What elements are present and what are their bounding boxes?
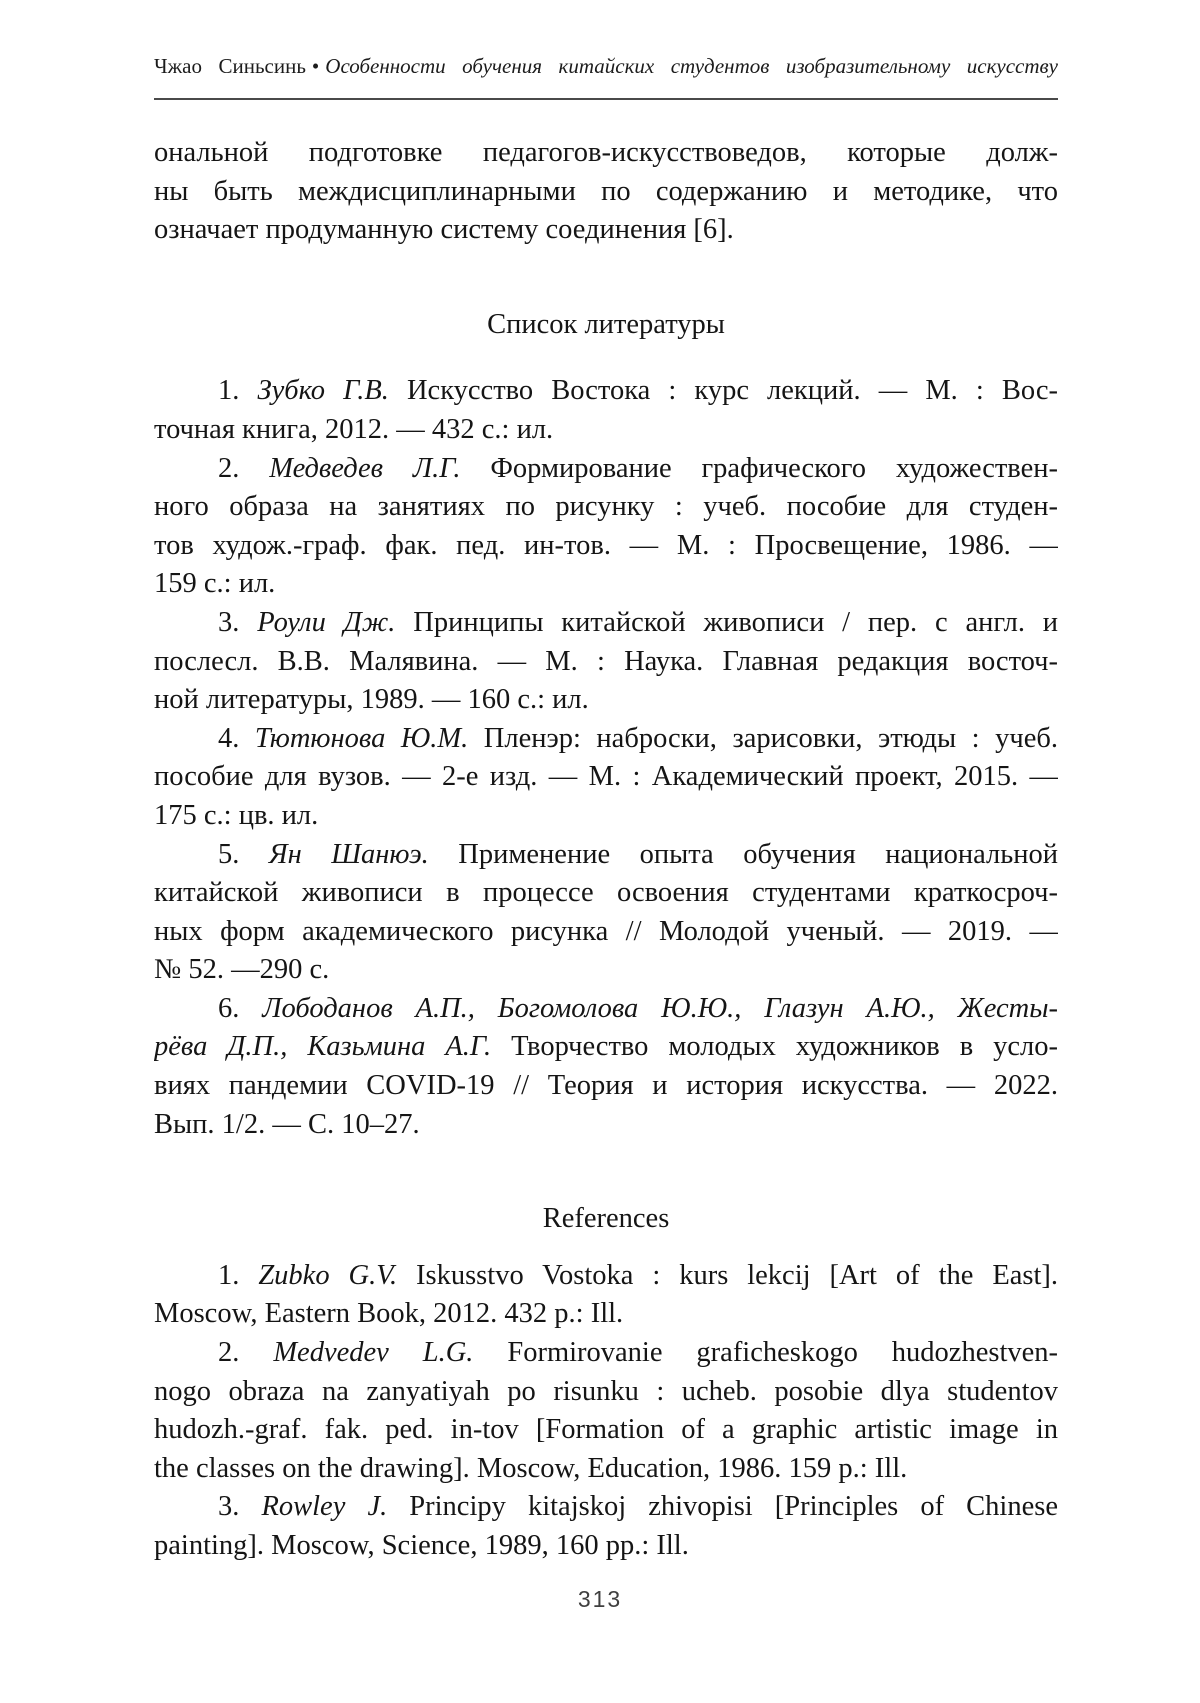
reference-text: тов худож.-граф. фак. пед. ин-тов. — М. : Просвещение, 1986. — [154,529,1058,561]
reference-line [154,1334,1058,1373]
running-header-author: Чжао Синьсинь [154,54,306,78]
reference-line [154,1488,1058,1527]
reference-line [154,720,1058,759]
reference-text: Principy kitajskoj zhivopisi [Principles of Chinese [387,1491,1058,1523]
reference-line [154,1527,1058,1566]
reference-author: Zubko G.V. [258,1259,398,1291]
reference-text: Formirovanie graficheskogo hudozhestven- [473,1337,1058,1369]
reference-text: 2. [218,452,270,484]
reference-author: Зубко Г.В. [257,375,389,407]
reference-text: 6. [218,992,263,1024]
paragraph-line: ональной подготовке педагогов-искусствоведов, которые долж- [154,137,1058,168]
reference-author: Medvedev L.G. [273,1337,474,1369]
reference-text: ного образа на занятиях по рисунку : учеб. пособие для студен- [154,491,1058,523]
reference-text: ной литературы, 1989. — 160 с.: ил. [154,684,589,716]
reference-item [154,836,1058,990]
reference-line [154,604,1058,643]
reference-line [154,565,1058,604]
reference-author: рёва Д.П., Казьмина А.Г. [154,1031,492,1063]
reference-author: Rowley J. [261,1491,388,1523]
paragraph-line: означает продуманную систему соединения [6]. [154,214,734,246]
reference-text: 2. [218,1337,274,1369]
header-rule [154,98,1058,100]
reference-line [154,1067,1058,1106]
reference-author: Роули Дж. [257,606,396,638]
text-block [154,0,1058,1566]
reference-text: Iskusstvo Vostoka : kurs lekcij [Art of the East]. [397,1259,1058,1291]
reference-line [154,488,1058,527]
body-paragraph [154,134,1058,250]
reference-text: Искусство Востока : курс лекций. — М. : Вос- [388,375,1058,407]
reference-text: виях пандемии COVID-19 // Теория и история искусства. — 2022. [154,1070,1058,1102]
reference-item [154,1488,1058,1565]
reference-item [154,1257,1058,1334]
reference-text: hudozh.-graf. fak. ped. in-tov [Formation of a graphic artistic image in [154,1414,1058,1446]
reference-text: ных форм академического рисунка // Молодой ученый. — 2019. — [154,915,1058,947]
paragraph-line: ны быть междисциплинарными по содержанию и методике, что [154,175,1058,207]
reference-text: Творчество молодых художников в усло- [491,1031,1058,1063]
reference-line [154,951,1058,990]
reference-line [154,450,1058,489]
references-list [154,1257,1058,1566]
reference-line [154,372,1058,411]
reference-line [154,758,1058,797]
reference-line [154,527,1058,566]
reference-line [154,797,1058,836]
reference-line [154,1257,1058,1296]
reference-line [154,681,1058,720]
running-header-separator: • [311,54,320,78]
reference-text: painting]. Moscow, Science, 1989, 160 pp.: Ill. [154,1530,689,1561]
reference-text: 175 с.: цв. ил. [154,799,319,831]
reference-line [154,836,1058,875]
reference-author: Ян Шанюэ. [268,838,429,870]
reference-author: Медведев Л.Г. [269,452,461,484]
reference-text: 4. [218,722,255,754]
reference-line [154,643,1058,682]
bibliography-list [154,372,1058,1144]
reference-line [154,1028,1058,1067]
reference-text: Пленэр: наброски, зарисовки, этюды : учеб. [468,722,1058,754]
reference-text: Вып. 1/2. — С. 10–27. [154,1108,420,1140]
reference-text: 159 с.: ил. [154,568,276,600]
reference-text: Moscow, Eastern Book, 2012. 432 p.: Ill. [154,1298,624,1330]
reference-item [154,990,1058,1144]
reference-text: Формирование графического художествен- [460,452,1058,484]
reference-text: the classes on the drawing]. Moscow, Education, 1986. 159 p.: Ill. [154,1452,908,1484]
reference-item [154,604,1058,720]
reference-text: Принципы китайской живописи / пер. с англ. и [395,606,1058,638]
reference-line [154,411,1058,450]
reference-text: 1. [218,375,258,407]
reference-text: nogo obraza na zanyatiyah po risunku : ucheb. posobie dlya studentov [154,1375,1058,1407]
reference-text: 3. [218,606,258,638]
reference-text: китайской живописи в процессе освоения студентами краткосроч- [154,877,1058,909]
running-header [154,0,1058,80]
reference-text: точная книга, 2012. — 432 с.: ил. [154,413,554,445]
reference-item [154,372,1058,449]
reference-text: 3. [218,1491,262,1523]
reference-line [154,913,1058,952]
reference-text: Применение опыта обучения национальной [428,838,1058,870]
reference-text: 5. [218,838,269,870]
reference-text: пособие для вузов. — 2-е изд. — М. : Академический проект, 2015. — [154,761,1058,793]
reference-item [154,1334,1058,1488]
reference-text: № 52. —290 с. [154,954,330,986]
reference-item [154,720,1058,836]
reference-line [154,1411,1058,1450]
reference-line [154,1295,1058,1334]
reference-text: послесл. В.В. Малявина. — М. : Наука. Главная редакция восточ- [154,645,1058,677]
reference-item [154,450,1058,604]
reference-line [154,874,1058,913]
running-header-title: Особенности обучения китайских студентов изобразительному искусству [325,54,1058,78]
reference-line [154,1106,1058,1145]
reference-line [154,1450,1058,1489]
reference-text: 1. [218,1259,259,1291]
bibliography-heading: Список литературы [487,308,725,340]
reference-line [154,1373,1058,1412]
references-heading: References [542,1203,670,1235]
reference-author: Лободанов А.П., Богомолова Ю.Ю., Глазун А.Ю., Жесты- [262,992,1058,1024]
reference-author: Тютюнова Ю.М. [254,722,469,754]
page-number: 313 [577,1586,623,1612]
reference-line [154,990,1058,1029]
